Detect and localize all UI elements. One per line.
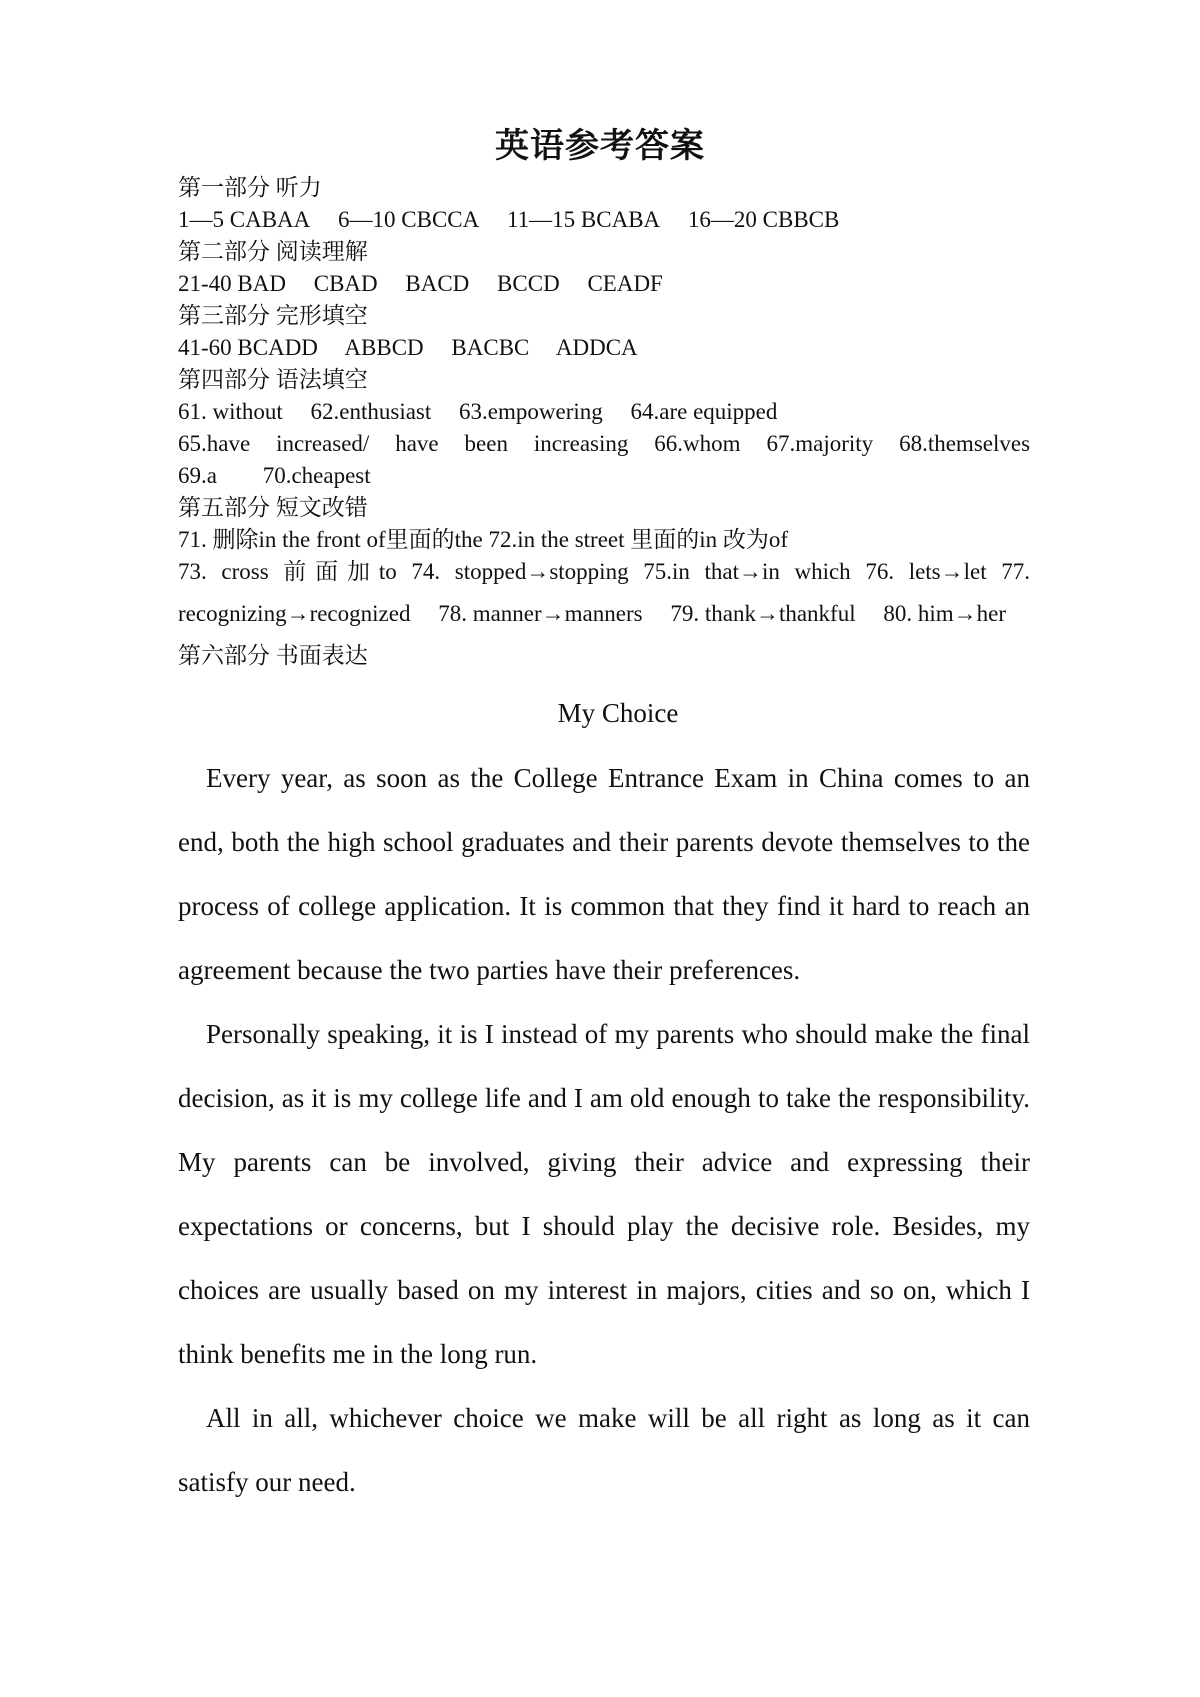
answer-group: 16—20 CBBCB <box>687 207 840 232</box>
answer-item: 71. 删除in the front of里面的the <box>178 527 483 552</box>
answer-group: 6—10 CBCCA <box>338 207 480 232</box>
answer-item: 80. him→her <box>883 601 1006 626</box>
section-heading-writing: 第六部分 书面表达 <box>178 643 368 668</box>
answer-item: 61. without <box>178 399 283 424</box>
listening-answers <box>178 204 1030 236</box>
reading-answers <box>178 268 1030 300</box>
correction-line-1 <box>178 524 1030 556</box>
essay-paragraph: All in all, whichever choice we make will be all right as long as it can satisfy our need. <box>178 1403 1030 1497</box>
answer-item: 66.whom <box>654 431 741 456</box>
answer-item: 76. lets→let <box>865 559 987 584</box>
answer-group: 41-60 BCADD <box>178 335 318 360</box>
answer-item: 73. cross 前面加to <box>178 559 397 584</box>
cloze-answers <box>178 332 1030 364</box>
correction-line-2 <box>178 556 1030 588</box>
section-heading-reading: 第二部分 阅读理解 <box>178 239 368 264</box>
essay-title: My Choice <box>557 698 679 728</box>
answer-section <box>178 172 1030 672</box>
page-title: 英语参考答案 <box>495 128 705 165</box>
answer-item: 79. thank→thankful <box>670 601 856 626</box>
answer-item: 67.majority <box>766 431 874 456</box>
answer-item: 65.have increased/ have been increasing <box>178 431 629 456</box>
answer-item: 72.in the street 里面的in 改为of <box>488 527 789 552</box>
answer-item: 63.empowering <box>459 399 603 424</box>
correction-line-3 <box>178 588 1030 640</box>
answer-group: BCCD <box>497 271 560 296</box>
answer-group: 1—5 CABAA <box>178 207 311 232</box>
answer-item: 70.cheapest <box>262 463 371 488</box>
answer-item: 78. manner→manners <box>438 601 643 626</box>
essay-body <box>178 746 1030 1514</box>
answer-item: 75.in that→in which <box>643 559 851 584</box>
answer-group: CEADF <box>587 271 663 296</box>
answer-group: ADDCA <box>555 335 638 360</box>
grammar-answers-line-3 <box>178 460 1030 492</box>
section-heading-grammar: 第四部分 语法填空 <box>178 367 368 392</box>
essay-paragraph: Personally speaking, it is I instead of my parents who should make the final decision, as it is my college life and I am old enough to take the responsibility. My parents can be involved, giving their advice and expressing their expectations or concerns, but I should play the decisive role. Besides, my choices are usually based on my interest in majors, cities and so on, which I think benefits me in the long run. <box>178 1019 1030 1369</box>
answer-group: 11—15 BCABA <box>507 207 661 232</box>
grammar-answers-line-1 <box>178 396 1030 428</box>
answer-group: 21-40 BAD <box>178 271 286 296</box>
answer-item: 69.a <box>178 463 217 488</box>
answer-group: BACBC <box>451 335 530 360</box>
answer-item: 74. stopped→stopping <box>411 559 629 584</box>
answer-item: 62.enthusiast <box>310 399 432 424</box>
answer-item: 64.are equipped <box>630 399 778 424</box>
answer-group: BACD <box>405 271 470 296</box>
answer-item: recognizing→recognized <box>178 601 411 626</box>
section-heading-listening: 第一部分 听力 <box>178 175 322 200</box>
answer-item: 68.themselves <box>899 431 1031 456</box>
section-heading-error-correction: 第五部分 短文改错 <box>178 495 368 520</box>
answer-group: CBAD <box>313 271 378 296</box>
grammar-answers-line-2 <box>178 428 1030 460</box>
answer-item: 77. <box>1001 559 1030 584</box>
essay-paragraph: Every year, as soon as the College Entrance Exam in China comes to an end, both the high school graduates and their parents devote themselves to the process of college application. It is common that they find it hard to reach an agreement because the two parties have their preferences. <box>178 763 1030 985</box>
answer-group: ABBCD <box>344 335 424 360</box>
section-heading-cloze: 第三部分 完形填空 <box>178 303 368 328</box>
